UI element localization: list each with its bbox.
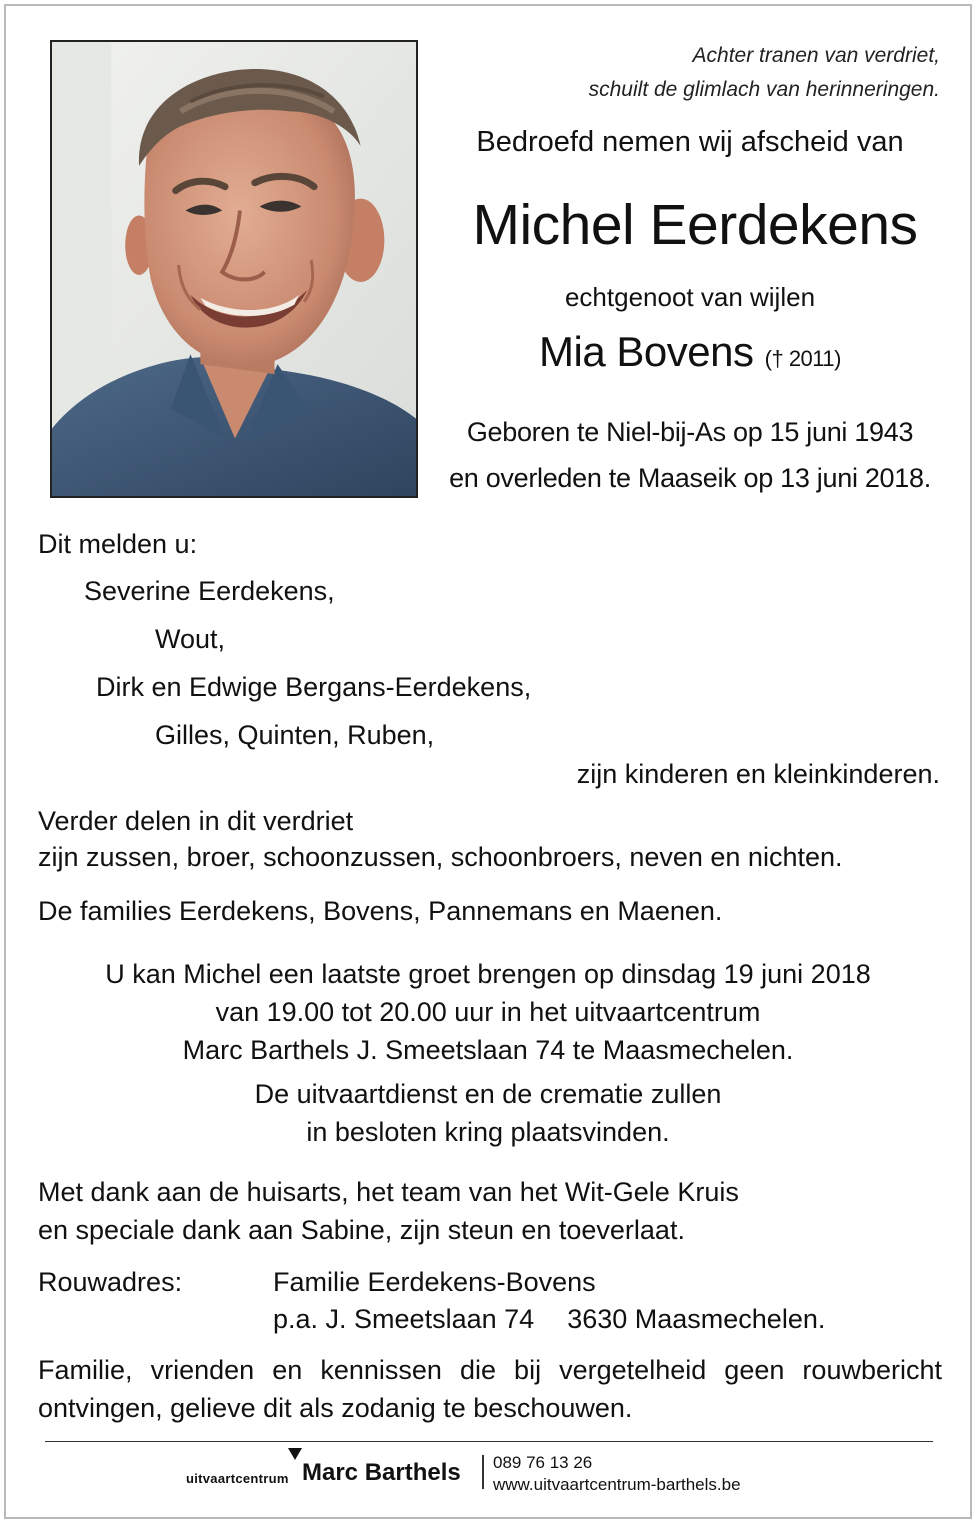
ceremony-line-1: De uitvaartdienst en de crematie zullen <box>254 1079 722 1109</box>
mourning-address-line1: Familie Eerdekens-Bovens <box>273 1267 596 1297</box>
portrait-illustration <box>52 42 416 496</box>
family-member-4: Gilles, Quinten, Ruben, <box>155 720 435 750</box>
quote-line-1: Achter tranen van verdriet, <box>692 44 940 67</box>
birth-line: Geboren te Niel-bij-As op 15 juni 1943 <box>466 417 914 447</box>
spouse-line <box>440 328 940 376</box>
death-line: en overleden te Maaseik op 13 juni 2018. <box>449 463 931 493</box>
mourning-address-street: p.a. J. Smeetslaan 74 <box>273 1304 535 1334</box>
visitation-line-3: Marc Barthels J. Smeetslaan 74 te Maasmechelen. <box>182 1035 794 1065</box>
footer-phone: 089 76 13 26 <box>493 1453 593 1472</box>
ceremony-line-2: in besloten kring plaatsvinden. <box>306 1117 670 1147</box>
family-closing: zijn kinderen en kleinkinderen. <box>576 759 940 789</box>
mourning-address-city: 3630 Maasmechelen. <box>567 1304 826 1334</box>
family-member-1: Severine Eerdekens, <box>84 576 335 606</box>
families-line: De families Eerdekens, Bovens, Pannemans en Maenen. <box>38 896 723 926</box>
announcement-intro: Dit melden u: <box>38 529 198 559</box>
footer-divider <box>45 1441 933 1442</box>
logo-small-text: uitvaartcentrum <box>186 1471 289 1486</box>
mourning-address-label: Rouwadres: <box>38 1267 183 1297</box>
thanks-line-2: en speciale dank aan Sabine, zijn steun en toeverlaat. <box>38 1215 685 1245</box>
further-line-1: Verder delen in dit verdriet <box>38 806 354 836</box>
logo-triangle-icon <box>288 1448 302 1460</box>
spouse-name: Mia Bovens <box>539 328 754 375</box>
thanks-line-1: Met dank aan de huisarts, het team van het Wit-Gele Kruis <box>38 1177 739 1207</box>
logo-divider <box>482 1455 484 1489</box>
further-line-2: zijn zussen, broer, schoonzussen, schoonbroers, neven en nichten. <box>38 842 843 872</box>
notice-line-2: ontvingen, gelieve dit als zodanig te beschouwen. <box>38 1393 633 1423</box>
spouse-death: († 2011) <box>764 346 841 371</box>
visitation-line-1: U kan Michel een laatste groet brengen op dinsdag 19 juni 2018 <box>105 959 871 989</box>
logo-big-text: Marc Barthels <box>302 1459 461 1486</box>
family-member-2: Wout, <box>155 624 226 654</box>
family-member-3: Dirk en Edwige Bergans-Eerdekens, <box>96 672 532 702</box>
quote-line-2: schuilt de glimlach van herinneringen. <box>588 78 940 101</box>
portrait-photo <box>50 40 418 498</box>
intro-text: Bedroefd nemen wij afscheid van <box>476 126 904 158</box>
visitation-line-2: van 19.00 tot 20.00 uur in het uitvaartcentrum <box>215 997 761 1027</box>
relation-text: echtgenoot van wijlen <box>564 282 816 312</box>
deceased-name: Michel Eerdekens <box>472 193 918 257</box>
notice-line-1: Familie, vrienden en kennissen die bij vergetelheid geen rouwbericht <box>38 1355 942 1385</box>
footer-website[interactable]: www.uitvaartcentrum-barthels.be <box>493 1475 741 1494</box>
mourning-address <box>38 1264 825 1338</box>
